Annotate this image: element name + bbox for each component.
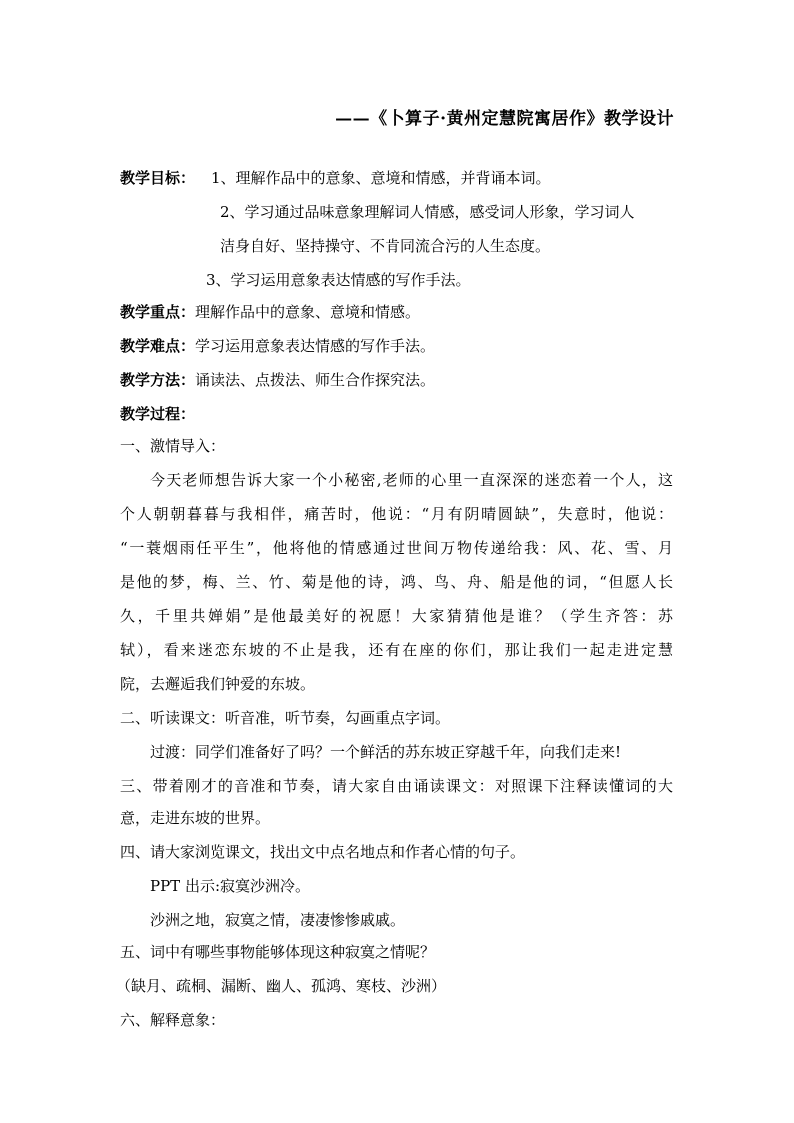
goal-2-line-1: 2、学习通过品味意象理解词人情感，感受词人形象，学习词人 [220,203,635,221]
focus-text: 理解作品中的意象、意境和情感。 [195,303,421,321]
section-1-paragraph-line: 院，去邂逅我们钟爱的东坡。 [120,675,316,693]
section-1-paragraph-line: 是他的梦，梅、兰、竹、菊是他的诗，鸿、鸟、舟、船是他的词，“但愿人长 [120,573,673,591]
section-4-note: 沙洲之地，寂寞之情，凄凄惨惨戚戚。 [150,911,406,929]
section-5-heading: 五、词中有哪些事物能够体现这种寂寞之情呢？ [120,943,436,961]
method-row [120,370,435,390]
difficulty-row [120,336,435,356]
section-3-line-1: 三、带着刚才的音准和节奏，请大家自由诵读课文：对照课下注释读懂词的大 [120,777,673,795]
goal-2-line-2: 洁身自好、坚持操守、不肯同流合污的人生态度。 [220,237,551,255]
document-title: ——《卜算子·黄州定慧院寓居作》教学设计 [335,109,674,129]
goal-1: 1、理解作品中的意象、意境和情感，并背诵本词。 [211,169,551,187]
section-1-paragraph-line: 轼），看来迷恋东坡的不止是我，还有在座的你们，那让我们一起走进定慧 [120,641,673,659]
goal-3: 3、学习运用意象表达情感的写作手法。 [206,271,471,289]
section-1-paragraph-line: 久，千里共婵娟”是他最美好的祝愿！大家猜猜他是谁？（学生齐答：苏 [120,607,673,625]
section-1-heading: 一、激情导入： [120,437,226,455]
section-2-transition: 过渡：同学们准备好了吗？一个鲜活的苏东坡正穿越千年，向我们走来! [150,743,622,761]
section-4-ppt: PPT 出示:寂寞沙洲冷。 [150,877,311,895]
section-1-paragraph-line: “一蓑烟雨任平生”，他将他的情感通过世间万物传递给我：风、花、雪、月 [120,539,673,557]
goals-label: 教学目标： [120,169,196,187]
section-4-heading: 四、请大家浏览课文，找出文中点名地点和作者心情的句子。 [120,843,526,861]
method-text: 诵读法、点拨法、师生合作探究法。 [195,371,436,389]
focus-row [120,302,420,322]
section-2-heading: 二、听读课文：听音准，听节奏，勾画重点字词。 [120,709,451,727]
difficulty-label: 教学难点： [120,337,196,355]
process-label: 教学过程： [120,405,196,423]
section-6-heading: 六、解释意象： [120,1011,226,1029]
focus-label: 教学重点： [120,303,196,321]
difficulty-text: 学习运用意象表达情感的写作手法。 [195,337,436,355]
section-1-paragraph-line: 个人朝朝暮暮与我相伴，痛苦时，他说：“月有阴晴圆缺”，失意时，他说： [120,505,673,523]
section-1-paragraph-line: 今天老师想告诉大家一个小秘密,老师的心里一直深深的迷恋着一个人，这 [150,471,673,489]
section-3-line-2: 意，走进东坡的世界。 [120,809,271,827]
section-5-answer: （缺月、疏桐、漏断、幽人、孤鸿、寒枝、沙洲） [116,977,447,995]
goals-row-1 [120,168,551,188]
method-label: 教学方法： [120,371,196,389]
